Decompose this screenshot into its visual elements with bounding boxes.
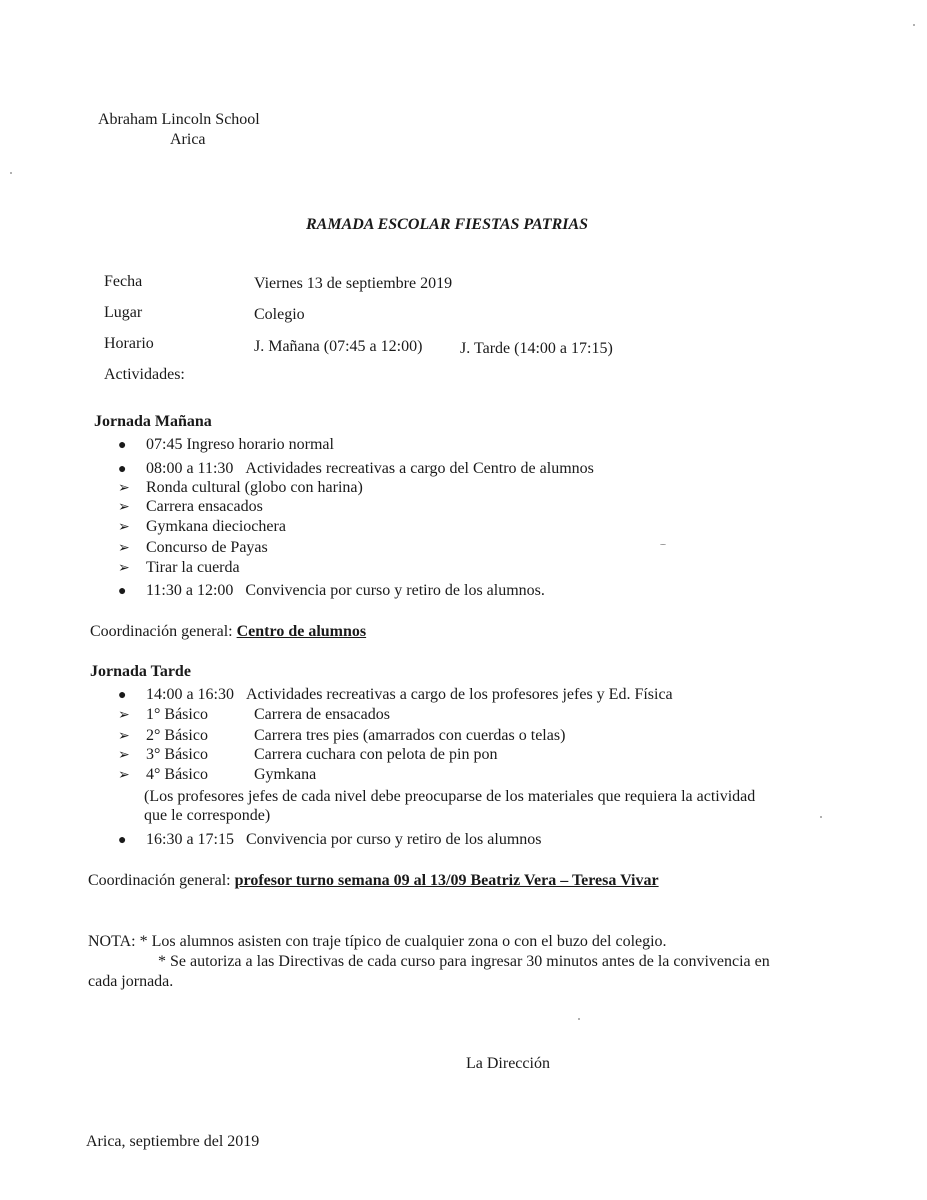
coordination-label: Coordinación general: (88, 872, 231, 889)
nota-line-1 (88, 934, 667, 950)
item-time: 08:00 a 11:30 (146, 460, 234, 477)
afternoon-coordination (88, 873, 659, 889)
item-text: Ingreso horario normal (186, 436, 334, 453)
item-time: 11:30 a 12:00 (146, 582, 234, 599)
item-time: 07:45 (146, 436, 183, 453)
arrow-bullet-icon: ➢ (118, 748, 130, 763)
nota-line-2: * Se autoriza a las Directivas de cada curso para ingresar 30 minutos antes de la convivencia en (158, 953, 770, 970)
arrow-bullet-icon: ➢ (118, 708, 130, 723)
arrow-bullet-icon: ➢ (118, 768, 130, 783)
coordination-value: profesor turno semana 09 al 13/09 Beatriz Vera – Teresa Vivar (234, 872, 659, 889)
list-item (118, 499, 263, 515)
item-time: 16:30 a 17:15 (146, 831, 234, 848)
arrow-bullet-icon: ➢ (118, 561, 130, 576)
list-item (118, 728, 565, 744)
coordination-label: Coordinación general: (90, 623, 233, 640)
arrow-bullet-icon: ➢ (118, 541, 130, 556)
school-city: Arica (170, 131, 206, 148)
bullet-icon: ● (118, 438, 127, 453)
list-item (118, 540, 268, 556)
list-item (118, 583, 545, 599)
arrow-bullet-icon: ➢ (118, 500, 130, 515)
info-label-fecha: Fecha (104, 273, 143, 290)
nota-line-3: cada jornada. (88, 973, 174, 990)
scan-speck (660, 544, 666, 545)
scan-speck (913, 24, 915, 26)
item-level: 1° Básico (146, 706, 208, 723)
arrow-bullet-icon: ➢ (118, 481, 130, 496)
info-label-actividades: Actividades: (104, 366, 185, 383)
item-text: Carrera ensacados (146, 498, 263, 515)
info-label-lugar: Lugar (104, 304, 143, 321)
item-level: 2° Básico (146, 727, 208, 744)
coordination-value: Centro de alumnos (236, 623, 367, 640)
item-text: Tirar la cuerda (146, 559, 240, 576)
footer-place-date: Arica, septiembre del 2019 (86, 1133, 260, 1150)
bullet-icon: ● (118, 688, 127, 703)
arrow-bullet-icon: ➢ (118, 729, 130, 744)
nota-text-1: * Los alumnos asisten con traje típico de cualquier zona o con el buzo del colegio. (139, 933, 667, 950)
list-item (118, 480, 363, 496)
school-name: Abraham Lincoln School (98, 111, 260, 128)
afternoon-heading: Jornada Tarde (90, 663, 191, 680)
info-value-horario-tarde: J. Tarde (14:00 a 17:15) (460, 340, 613, 357)
list-item (118, 437, 334, 453)
info-label-horario: Horario (104, 335, 154, 352)
list-item (118, 519, 286, 535)
item-text: Gymkana (254, 766, 317, 783)
nota-label: NOTA: (88, 933, 136, 950)
list-item (118, 687, 673, 703)
info-value-fecha: Viernes 13 de septiembre 2019 (254, 275, 453, 292)
scan-speck (10, 172, 12, 174)
list-item (118, 560, 240, 576)
scan-speck (820, 816, 822, 818)
item-level: 3° Básico (146, 746, 208, 763)
item-text: Gymkana dieciochera (146, 518, 286, 535)
afternoon-note-line-2: que le corresponde) (144, 807, 271, 824)
list-item (118, 461, 594, 477)
info-value-lugar: Colegio (254, 306, 305, 323)
bullet-icon: ● (118, 462, 127, 477)
scan-speck (578, 1018, 580, 1020)
morning-coordination (90, 624, 366, 640)
info-value-horario-manana: J. Mañana (07:45 a 12:00) (254, 338, 423, 355)
item-text: Convivencia por curso y retiro de los alumnos (246, 831, 542, 848)
item-text: Concurso de Payas (146, 539, 268, 556)
morning-heading: Jornada Mañana (94, 413, 212, 430)
list-item (118, 747, 497, 763)
item-text: Carrera cuchara con pelota de pin pon (254, 746, 498, 763)
list-item (118, 767, 316, 783)
signature: La Dirección (466, 1055, 550, 1072)
bullet-icon: ● (118, 584, 127, 599)
afternoon-note-line-1: (Los profesores jefes de cada nivel debe preocuparse de los materiales que requiera la actividad (144, 788, 756, 805)
document-title: RAMADA ESCOLAR FIESTAS PATRIAS (306, 216, 589, 233)
item-text: Carrera tres pies (amarrados con cuerdas o telas) (254, 727, 566, 744)
arrow-bullet-icon: ➢ (118, 520, 130, 535)
item-text: Convivencia por curso y retiro de los alumnos. (245, 582, 545, 599)
item-text: Actividades recreativas a cargo del Centro de alumnos (245, 460, 594, 477)
item-level: 4° Básico (146, 766, 208, 783)
list-item (118, 707, 390, 723)
item-text: Ronda cultural (globo con harina) (146, 479, 363, 496)
list-item (118, 832, 542, 848)
bullet-icon: ● (118, 833, 127, 848)
item-text: Carrera de ensacados (254, 706, 390, 723)
item-time: 14:00 a 16:30 (146, 686, 234, 703)
item-text: Actividades recreativas a cargo de los profesores jefes y Ed. Física (246, 686, 673, 703)
